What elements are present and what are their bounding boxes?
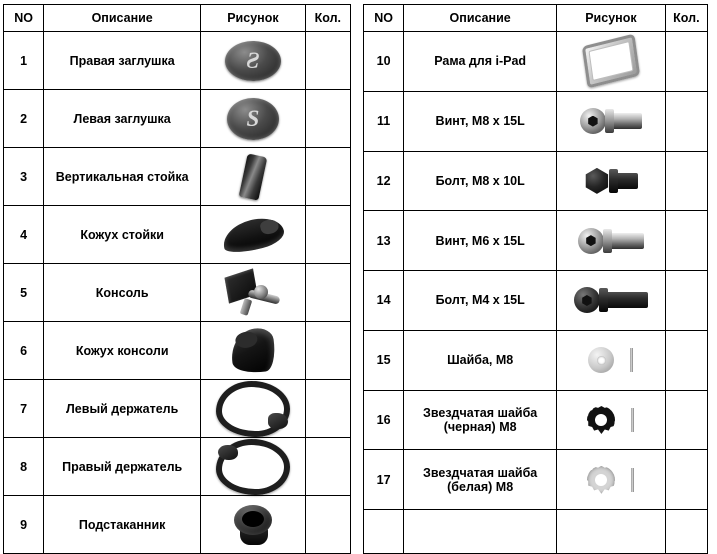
hex-socket: [581, 295, 592, 306]
console-shape: [224, 271, 282, 315]
table-row: [364, 32, 708, 92]
row-number: 17: [364, 450, 404, 510]
washer-m8-icon: [557, 334, 665, 386]
row-description: Правая заглушка: [44, 32, 201, 90]
row-quantity: [305, 380, 350, 438]
screw-m8-15-icon: [557, 95, 665, 147]
row-number: 13: [364, 211, 404, 271]
header-row: [364, 5, 708, 32]
row-picture: [557, 211, 666, 271]
table-left-body: [4, 32, 351, 554]
row-quantity: [305, 496, 350, 554]
row-description: Болт, M4 x 15L: [404, 271, 557, 331]
table-row: [364, 211, 708, 271]
row-quantity: [305, 148, 350, 206]
row-number: [364, 510, 404, 554]
row-number: 2: [4, 90, 44, 148]
frame-shape: [582, 34, 640, 89]
row-picture: [557, 330, 666, 390]
header-quantity: Кол.: [305, 5, 350, 32]
table-row: [364, 91, 708, 151]
row-picture: [201, 496, 306, 554]
loop-shape: [216, 381, 290, 437]
row-description: Левая заглушка: [44, 90, 201, 148]
parts-table-left: [3, 4, 351, 554]
table-row: [4, 380, 351, 438]
row-picture: [201, 148, 306, 206]
row-number: 3: [4, 148, 44, 206]
table-row: [4, 438, 351, 496]
header-row: [4, 5, 351, 32]
star-washer-shape: [587, 466, 615, 494]
table-row: [364, 390, 708, 450]
bolt-head: [574, 287, 600, 313]
washer-side-view: [631, 408, 634, 432]
row-number: 8: [4, 438, 44, 496]
row-quantity: [665, 32, 707, 92]
row-number: 6: [4, 322, 44, 380]
row-number: 15: [364, 330, 404, 390]
washer-side-view: [631, 468, 634, 492]
post-shape: [239, 153, 268, 200]
row-picture: [201, 438, 306, 496]
row-description: Консоль: [44, 264, 201, 322]
row-description: Болт, M8 x 10L: [404, 151, 557, 211]
screw-head: [580, 108, 606, 134]
row-number: 5: [4, 264, 44, 322]
row-number: 1: [4, 32, 44, 90]
row-description: Правый держатель: [44, 438, 201, 496]
row-number: 4: [4, 206, 44, 264]
bolt-head: [584, 168, 610, 194]
row-quantity: [665, 151, 707, 211]
table-row: [364, 151, 708, 211]
row-quantity: [665, 330, 707, 390]
right-holder-icon: [201, 441, 305, 493]
table-row: [4, 206, 351, 264]
header-no: NO: [364, 5, 404, 32]
row-number: 16: [364, 390, 404, 450]
console-icon: [201, 267, 305, 319]
row-quantity: [665, 450, 707, 510]
left-cap-icon: [201, 93, 305, 145]
cover-shape: [219, 212, 286, 256]
right-cap-icon: [201, 35, 305, 87]
row-number: 7: [4, 380, 44, 438]
star-washer-white-icon: [557, 454, 665, 506]
row-quantity: [665, 510, 707, 554]
bolt-shaft: [616, 173, 638, 189]
header-picture: Рисунок: [557, 5, 666, 32]
row-picture: [557, 510, 666, 554]
row-quantity: [305, 438, 350, 496]
bolt-m8-10-icon: [557, 155, 665, 207]
cap-logo-glyph: S: [227, 98, 279, 140]
row-description: Винт, M6 x 15L: [404, 211, 557, 271]
row-picture: [557, 450, 666, 510]
star-washer-shape: [587, 406, 615, 434]
row-description: Подстаканник: [44, 496, 201, 554]
row-description: Левый держатель: [44, 380, 201, 438]
parts-table-right: [363, 4, 708, 554]
left-holder-icon: [201, 383, 305, 435]
table-row-empty: [364, 510, 708, 554]
row-picture: [557, 91, 666, 151]
washer-shape: [588, 347, 614, 373]
table-left-header: [4, 5, 351, 32]
table-row: [4, 496, 351, 554]
row-picture: [557, 271, 666, 331]
star-washer-black-icon: [557, 394, 665, 446]
table-row: [4, 32, 351, 90]
row-quantity: [665, 271, 707, 331]
row-picture: [201, 90, 306, 148]
row-number: 11: [364, 91, 404, 151]
table-row: [364, 450, 708, 510]
row-quantity: [305, 32, 350, 90]
post-cover-icon: [201, 209, 305, 261]
console-knob: [254, 285, 268, 299]
screw-head: [578, 228, 604, 254]
ipad-frame-icon: [557, 35, 665, 87]
table-row: [4, 148, 351, 206]
table-row: [364, 330, 708, 390]
horn-shape: [228, 326, 278, 376]
hex-socket: [585, 235, 596, 246]
loop-shape: [216, 439, 290, 495]
console-cover-icon: [201, 325, 305, 377]
washer-side-view: [630, 348, 633, 372]
table-right-header: [364, 5, 708, 32]
row-picture: [201, 322, 306, 380]
console-stem: [240, 298, 253, 316]
row-quantity: [665, 91, 707, 151]
screw-shaft: [612, 113, 642, 129]
vertical-post-icon: [201, 151, 305, 203]
header-description: Описание: [44, 5, 201, 32]
table-row: [4, 90, 351, 148]
cap-logo-glyph: Ƨ: [225, 41, 281, 81]
row-picture: [557, 32, 666, 92]
table-right-body: [364, 32, 708, 554]
row-picture: [201, 264, 306, 322]
header-quantity: Кол.: [665, 5, 707, 32]
screw-m6-15-icon: [557, 215, 665, 267]
row-picture: [557, 390, 666, 450]
row-description: [404, 510, 557, 554]
bolt-m4-15-icon: [557, 274, 665, 326]
cup-holder-icon: [201, 499, 305, 551]
row-picture: [201, 380, 306, 438]
row-quantity: [305, 90, 350, 148]
row-description: Звездчатая шайба (черная) M8: [404, 390, 557, 450]
hex-socket: [587, 116, 598, 127]
row-number: 14: [364, 271, 404, 331]
row-description: Винт, M8 x 15L: [404, 91, 557, 151]
row-description: Кожух стойки: [44, 206, 201, 264]
bolt-shaft: [606, 292, 648, 308]
table-row: [4, 322, 351, 380]
cupholder-shape: [230, 503, 276, 547]
table-row: [4, 264, 351, 322]
row-quantity: [665, 390, 707, 450]
screw-shaft: [610, 233, 644, 249]
row-description: Звездчатая шайба (белая) M8: [404, 450, 557, 510]
row-quantity: [665, 211, 707, 271]
row-number: 10: [364, 32, 404, 92]
row-quantity: [305, 264, 350, 322]
row-quantity: [305, 322, 350, 380]
row-picture: [557, 151, 666, 211]
table-row: [364, 271, 708, 331]
row-description: Вертикальная стойка: [44, 148, 201, 206]
row-picture: [201, 32, 306, 90]
cupholder-hole: [242, 511, 264, 527]
header-no: NO: [4, 5, 44, 32]
row-picture: [201, 206, 306, 264]
row-number: 12: [364, 151, 404, 211]
row-number: 9: [4, 496, 44, 554]
header-picture: Рисунок: [201, 5, 306, 32]
row-description: Шайба, M8: [404, 330, 557, 390]
header-description: Описание: [404, 5, 557, 32]
row-description: Рама для i-Pad: [404, 32, 557, 92]
row-quantity: [305, 206, 350, 264]
row-description: Кожух консоли: [44, 322, 201, 380]
